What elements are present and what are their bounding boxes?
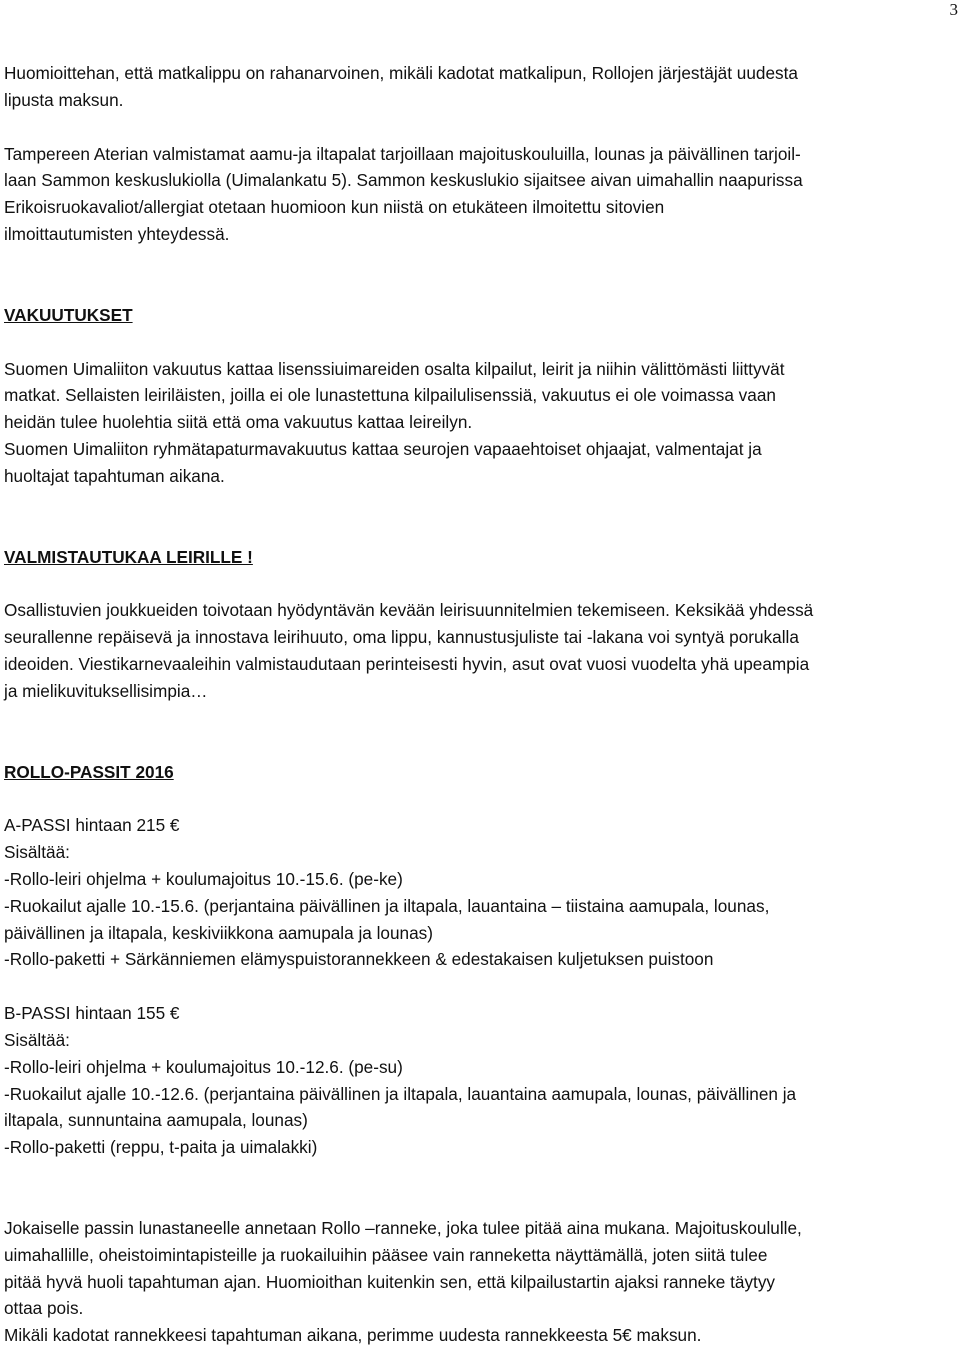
text-line: iltapala, sunnuntaina aamupala, lounas)	[4, 1110, 308, 1131]
insurance-heading: VAKUUTUKSET	[4, 304, 133, 325]
text-line: Jokaiselle passin lunastaneelle annetaan Rollo –ranneke, joka tulee pitää aina mukana. Majoituskoululle,	[4, 1217, 802, 1238]
text-line: -Rollo-leiri ohjelma + koulumajoitus 10.-15.6. (pe-ke)	[4, 868, 403, 889]
b-pass-section	[4, 1000, 956, 1161]
document-body	[4, 60, 956, 1349]
text-line: päivällinen ja iltapala, keskiviikkona aamupala ja lounas)	[4, 922, 433, 943]
text-line: seurallenne repäisevä ja innostava leirihuuto, oma lippu, kannustusjuliste tai -lakana voi syntyä porukalla	[4, 627, 799, 648]
text-line: pitää hyvä huoli tapahtuman ajan. Huomioithan kuitenkin sen, että kilpailustartin ajaksi ranneke täytyy	[4, 1271, 776, 1292]
text-line: uimahallille, oheistoimintapisteille ja ruokailuihin pääsee vain ranneketta näyttämällä, joten siitä tulee	[4, 1244, 768, 1265]
b-pass-price: B-PASSI hintaan 155 €	[4, 1003, 180, 1024]
text-line: Mikäli kadotat rannekkeesi tapahtuman aikana, perimme uudesta rannekkeesta 5€ maksun.	[4, 1325, 702, 1346]
text-line: ideoiden. Viestikarnevaaleihin valmistaudutaan perinteisesti hyvin, asut ovat vuosi vuodelta yhä upeampia	[4, 653, 810, 674]
text-line: Suomen Uimaliiton vakuutus kattaa lisenssiuimareiden osalta kilpailut, leirit ja niihin välittömästi liittyvät	[4, 358, 785, 379]
passes-heading: ROLLO-PASSIT 2016	[4, 761, 174, 782]
a-pass-price: A-PASSI hintaan 215 €	[4, 815, 180, 836]
text-line: Osallistuvien joukkueiden toivotaan hyödyntävän kevään leirisuunnitelmien tekemiseen. Keksikää yhdessä	[4, 600, 814, 621]
ticket-notice-paragraph	[4, 60, 956, 114]
text-line: Suomen Uimaliiton ryhmätapaturmavakuutus kattaa seurojen vapaaehtoiset ohjaajat, valmentajat ja	[4, 438, 762, 459]
a-pass-section	[4, 812, 956, 973]
text-line: Huomioittehan, että matkalippu on rahanarvoinen, mikäli kadotat matkalipun, Rollojen järjestäjät uudesta	[4, 63, 798, 83]
wristband-paragraph	[4, 1215, 956, 1349]
text-line: matkat. Sellaisten leiriläisten, joilla ei ole lunastettuna kilpailulisenssiä, vakuutus ei ole voimassa vaan	[4, 385, 776, 406]
text-line: ottaa pois.	[4, 1298, 84, 1319]
prepare-paragraph	[4, 597, 956, 704]
text-line: Tampereen Aterian valmistamat aamu-ja iltapalat tarjoillaan majoituskouluilla, lounas ja päivällinen tarjoil-	[4, 143, 801, 164]
text-line: lipusta maksun.	[4, 89, 124, 110]
text-line: laan Sammon keskuslukiolla (Uimalankatu 5). Sammon keskuslukio sijaitsee aivan uimahallin naapurissa	[4, 170, 803, 191]
text-line: heidän tulee huolehtia siitä että oma vakuutus kattaa leireilyn.	[4, 412, 473, 433]
text-line: -Ruokailut ajalle 10.-15.6. (perjantaina päivällinen ja iltapala, lauantaina – tiistaina aamupala, lounas,	[4, 895, 770, 916]
text-line: Erikoisruokavaliot/allergiat otetaan huomioon kun niistä on etukäteen ilmoitettu sitovien	[4, 197, 665, 218]
text-line: -Rollo-leiri ohjelma + koulumajoitus 10.-12.6. (pe-su)	[4, 1056, 403, 1077]
prepare-heading: VALMISTAUTUKAA LEIRILLE !	[4, 546, 253, 567]
text-line: -Rollo-paketti (reppu, t-paita ja uimalakki)	[4, 1137, 318, 1158]
text-line: ja mielikuvituksellisimpia…	[4, 680, 208, 701]
text-line: huoltajat tapahtuman aikana.	[4, 465, 225, 486]
page-number: 3	[949, 0, 958, 19]
insurance-paragraph	[4, 356, 956, 490]
text-line: -Rollo-paketti + Särkänniemen elämyspuistorannekkeen & edestakaisen kuljetuksen puistoon	[4, 949, 714, 970]
text-line: -Ruokailut ajalle 10.-12.6. (perjantaina päivällinen ja iltapala, lauantaina aamupala, lounas, päivällinen ja	[4, 1083, 797, 1104]
text-line: Sisältää:	[4, 842, 70, 863]
meals-paragraph	[4, 141, 956, 248]
text-line: ilmoittautumisten yhteydessä.	[4, 223, 230, 244]
text-line: Sisältää:	[4, 1029, 70, 1050]
